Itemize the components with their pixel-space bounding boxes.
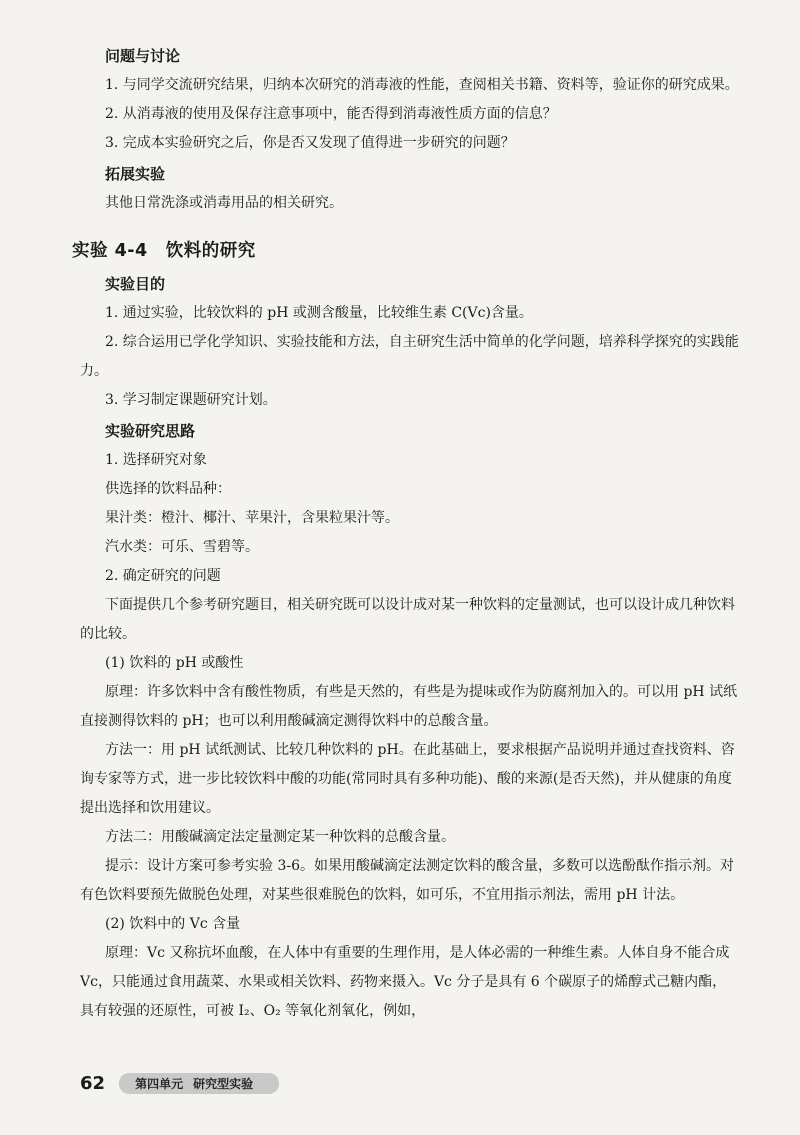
approach-heading: 实验研究思路 [105,422,196,440]
topic-2-principle: 原理：Vc 又称抗坏血酸，在人体中有重要的生理作用，是人体必需的一种维生素。人体自身不能合成 Vc，只能通过食用蔬菜、水果或相关饮料、药物来摄入。Vc 分子是具有 6 个碳原子的烯醇式己糖内酯，具有较强的还原性，可被 I₂、O₂ 等氧化剂氧化，例如， [80,945,730,1019]
extension-heading: 拓展实验 [105,165,166,183]
purpose-heading: 实验目的 [105,275,166,293]
discussion-item-1: 1. 与同学交流研究结果，归纳本次研究的消毒液的性能，查阅相关书籍、资料等，验证你的研究成果。 [105,77,739,93]
page-content [72,40,740,1026]
approach-step-2: 2. 确定研究的问题 [105,568,221,584]
page-footer [80,1073,279,1094]
purpose-item-2: 2. 综合运用已学化学知识、实验技能和方法，自主研究生活中简单的化学问题，培养科学探究的实践能力。 [80,334,739,379]
discussion-item-2: 2. 从消毒液的使用及保存注意事项中，能否得到消毒液性质方面的信息？ [105,106,557,122]
approach-step-1: 1. 选择研究对象 [105,452,207,468]
unit-label: 第四单元 [135,1077,184,1091]
purpose-item-3: 3. 学习制定课题研究计划。 [105,392,277,408]
extension-text: 其他日常洗涤或消毒用品的相关研究。 [105,195,343,211]
topic-1-title: (1) 饮料的 pH 或酸性 [105,655,244,671]
method-1: 方法一：用 pH 试纸测试、比较几种饮料的 pH。在此基础上，要求根据产品说明并通过查找资料、咨询专家等方式，进一步比较饮料中酸的功能(常同时具有多种功能)、酸的来源(是否天然)，并从健康的角度提出选择和饮用建议。 [80,742,735,816]
approach-options-intro: 供选择的饮料品种： [105,481,231,497]
discussion-heading: 问题与讨论 [105,47,181,65]
approach-juice: 果汁类：橙汁、椰汁、苹果汁，含果粒果汁等。 [105,510,399,526]
unit-tag [119,1073,279,1094]
method-2: 方法二：用酸碱滴定法定量测定某一种饮料的总酸含量。 [105,829,455,845]
approach-soda: 汽水类：可乐、雪碧等。 [105,539,259,555]
topic-2-title: (2) 饮料中的 Vc 含量 [105,916,241,932]
topic-1-principle: 原理：许多饮料中含有酸性物质，有些是天然的，有些是为提味或作为防腐剂加入的。可以用 pH 试纸直接测得饮料的 pH；也可以利用酸碱滴定测得饮料中的总酸含量。 [80,684,738,729]
section-name: 饮料的研究 [165,241,256,261]
page-number: 62 [80,1073,106,1094]
section-number: 实验 4-4 [72,241,148,261]
discussion-item-3: 3. 完成本实验研究之后，你是否又发现了值得进一步研究的问题？ [105,135,515,151]
purpose-item-1: 1. 通过实验，比较饮料的 pH 或测含酸量，比较维生素 C(Vc)含量。 [105,305,533,321]
approach-step-2-text: 下面提供几个参考研究题目，相关研究既可以设计成对某一种饮料的定量测试，也可以设计成几种饮料的比较。 [80,597,735,642]
section-title [72,236,740,266]
unit-title: 研究型实验 [193,1077,254,1091]
hint: 提示：设计方案可参考实验 3-6。如果用酸碱滴定法测定饮料的酸含量，多数可以选酚酞作指示剂。对有色饮料要预先做脱色处理，对某些很难脱色的饮料，如可乐，不宜用指示剂法，需用 pH 计法。 [80,858,734,903]
